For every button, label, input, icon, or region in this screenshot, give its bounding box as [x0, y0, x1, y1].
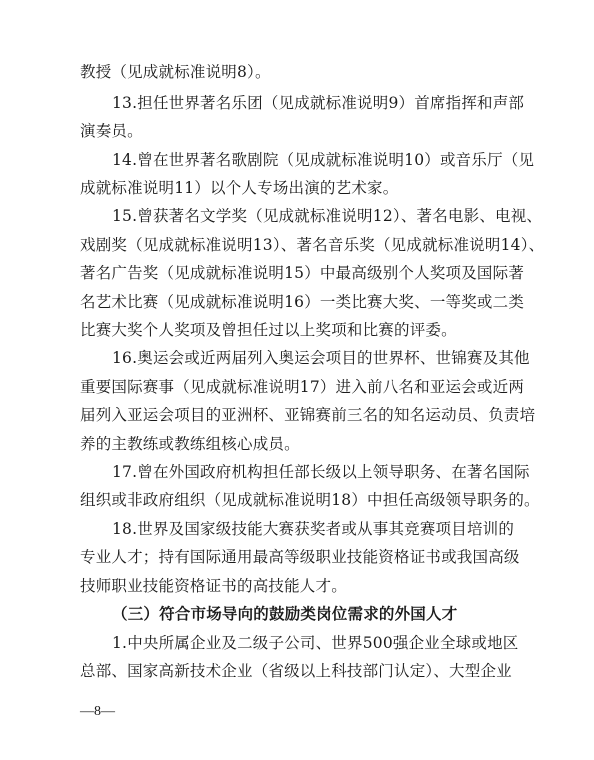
text-line: 18.世界及国家级技能大赛获奖者或从事其竞赛项目培训的 [112, 520, 515, 538]
text-line: 养的主教练或教练组核心成员。 [80, 435, 300, 453]
text-line: 17.曾在外国政府机构担任部长级以上领导职务、在著名国际 [112, 463, 530, 481]
text-line: 比赛大奖个人奖项及曾担任过以上奖项和比赛的评委。 [80, 321, 457, 339]
text-line: 戏剧奖（见成就标准说明13）、著名音乐奖（见成就标准说明14）、 [80, 236, 545, 254]
text-line: 届列入亚运会项目的亚洲杯、亚锦赛前三名的知名运动员、负责培 [80, 406, 536, 424]
text-line: 教授（见成就标准说明8）。 [80, 63, 271, 81]
text-line: 16.奥运会或近两届列入奥运会项目的世界杯、世锦赛及其他 [112, 349, 530, 367]
text-line: 13.担任世界著名乐团（见成就标准说明9）首席指挥和声部 [112, 94, 525, 112]
text-line: 技师职业技能资格证书的高技能人才。 [80, 577, 347, 595]
text-line: 重要国际赛事（见成就标准说明17）进入前八名和亚运会或近两 [80, 378, 525, 396]
text-line: 演奏员。 [80, 122, 143, 140]
text-line: 组织或非政府组织（见成就标准说明18）中担任高级领导职务的。 [80, 491, 540, 509]
text-line: 著名广告奖（见成就标准说明15）中最高级别个人奖项及国际著 [80, 264, 525, 282]
text-line: 总部、国家高新技术企业（省级以上科技部门认定）、大型企业 [80, 662, 512, 680]
text-line: 14.曾在世界著名歌剧院（见成就标准说明10）或音乐厅（见 [112, 151, 535, 169]
text-line: 名艺术比赛（见成就标准说明16）一类比赛大奖、一等奖或二类 [80, 293, 525, 311]
text-line: 15.曾获著名文学奖（见成就标准说明12）、著名电影、电视、 [112, 207, 543, 225]
text-line: 专业人才；持有国际通用最高等级职业技能资格证书或我国高级 [80, 548, 520, 566]
text-line: 1.中央所属企业及二级子公司、世界500强企业全球或地区 [112, 634, 519, 652]
text-line: 成就标准说明11）以个人专场出演的艺术家。 [80, 179, 399, 197]
page-number: —8— [80, 704, 115, 719]
section-heading: （三）符合市场导向的鼓励类岗位需求的外国人才 [112, 604, 458, 623]
